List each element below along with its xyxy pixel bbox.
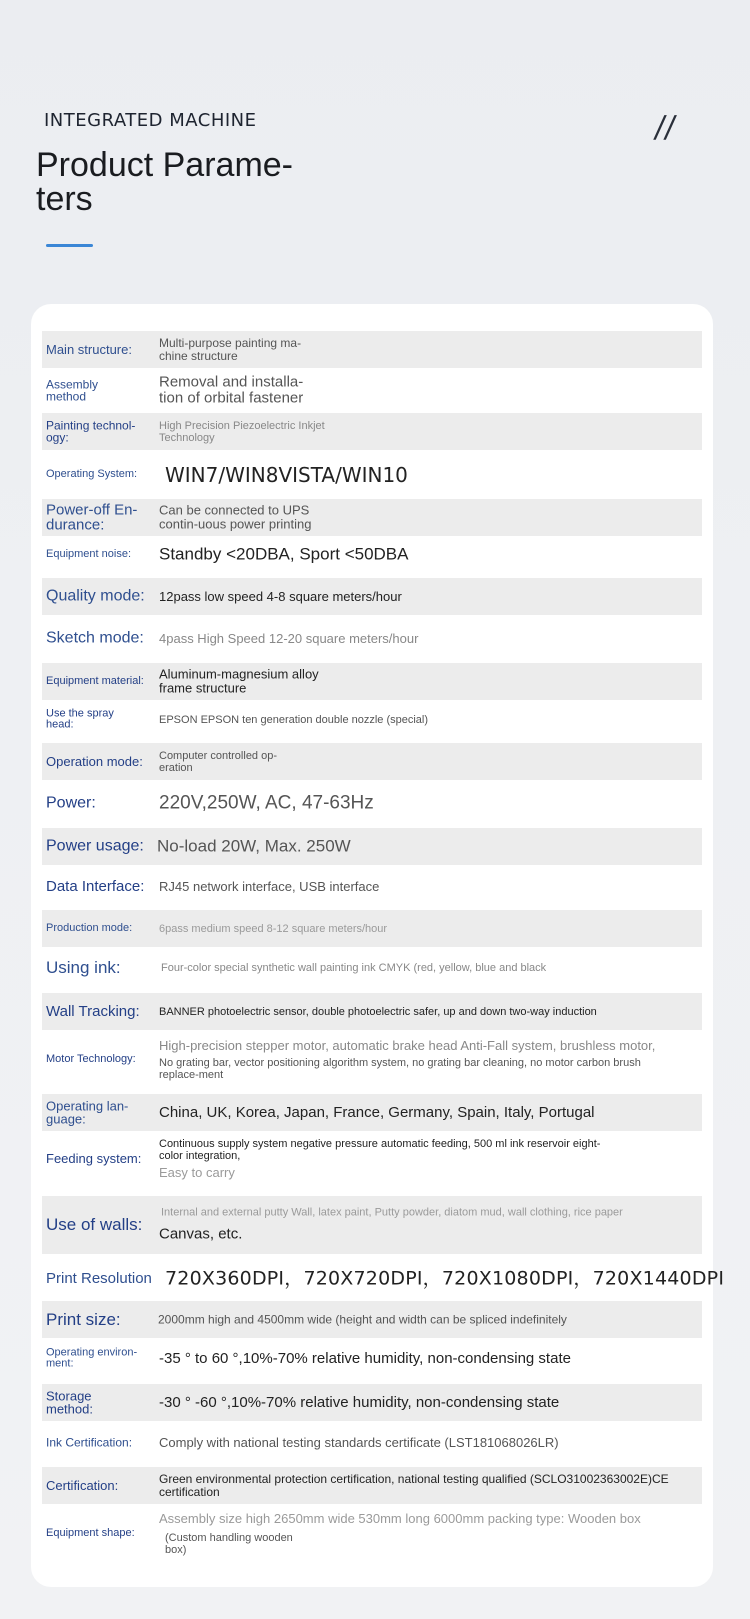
param-row-using-ink [42,949,702,986]
param-value: Comply with national testing standards certificate (LST181068026LR) [159,1434,559,1450]
param-value: China, UK, Korea, Japan, France, Germany, Spain, Italy, Portugal [159,1103,595,1121]
param-row-use-of-walls [42,1196,702,1254]
param-label: Storage method: [46,1387,93,1417]
param-label: Operating lan-guage: [46,1097,129,1127]
param-label: Production mode: [46,921,133,934]
param-value: Computer controlled op-eration [159,749,278,774]
slash-decoration: // [652,110,678,145]
param-row-operating-system [42,456,702,493]
param-label: Use the spray head: [46,706,114,731]
param-label: Use of walls: [46,1215,143,1235]
param-value-line: Internal and external putty Wall, latex paint, Putty powder, diatom mud, wall clothing, rice paper [161,1206,623,1219]
param-label: Data Interface: [46,877,145,895]
param-value [159,1039,679,1081]
param-label: Wall Tracking: [46,1002,140,1020]
param-row-assembly-method [42,372,702,409]
param-value: Can be connected to UPS contin-uous power printing [159,502,312,532]
param-row-print-size [42,1301,702,1338]
param-label: Feeding system: [46,1151,142,1167]
param-label: Equipment material: [46,674,144,687]
param-row-power-off-endurance [42,499,702,536]
param-label: Power-off En-durance: [46,500,138,534]
param-value [159,1138,609,1180]
param-row-operating-language [42,1094,702,1131]
param-label: Equipment shape: [46,1527,135,1540]
param-label: Ink Certification: [46,1435,133,1450]
param-value: No-load 20W, Max. 250W [157,836,351,856]
param-label: Painting technol-ogy: [46,417,136,445]
param-value [159,1512,702,1556]
param-value: Multi-purpose painting ma-chine structure [159,335,302,363]
param-row-sketch-mode [42,620,702,657]
param-label: Operation mode: [46,753,143,769]
param-value: EPSON EPSON ten generation double nozzle (special) [159,713,429,726]
param-row-quality-mode [42,578,702,615]
param-row-painting-technology [42,413,702,450]
param-value-line: Easy to carry [159,1164,235,1180]
param-value: Four-color special synthetic wall painting ink CMYK (red, yellow, blue and black [161,961,547,974]
param-row-power [42,785,702,822]
param-row-production-mode [42,910,702,947]
param-value [159,1207,702,1244]
param-label: Assembly method [46,376,99,404]
param-row-power-usage [42,828,702,865]
param-value: 12pass low speed 4-8 square meters/hour [159,588,402,604]
param-value: Aluminum-magnesium alloy frame structure [159,666,319,696]
param-value-line: High-precision stepper motor, automatic brake head Anti-Fall system, brushless motor, [159,1037,656,1053]
param-label: Quality mode: [46,587,145,605]
param-value: RJ45 network interface, USB interface [159,878,380,894]
param-label: Print Resolution [46,1269,152,1287]
param-value-line: Continuous supply system negative pressure automatic feeding, 500 ml ink reservoir eight-color integration, [159,1137,601,1162]
param-value-line: (Custom handling wooden box) [165,1532,293,1557]
param-value: 720X360DPI，720X720DPI，720X1080DPI，720X1440DPI [165,1267,725,1290]
param-label: Print size: [46,1309,121,1329]
param-value-line: Assembly size high 2650mm wide 530mm long 6000mm packing type: Wooden box [159,1510,641,1526]
param-label: Operating System: [46,467,138,480]
param-label: Main structure: [46,341,132,357]
param-value: 4pass High Speed 12-20 square meters/hour [159,630,419,646]
param-label: Equipment noise: [46,547,131,560]
param-row-data-interface [42,868,702,905]
page-title: Product Parame-ters [36,146,293,218]
title-accent-bar [46,244,93,247]
param-value: WIN7/WIN8VISTA/WIN10 [165,462,408,487]
param-row-operating-environment [42,1340,702,1377]
param-row-operation-mode [42,743,702,780]
param-label: Certification: [46,1477,119,1493]
param-label: Power usage: [46,837,144,855]
param-value: -30 ° -60 °,10%-70% relative humidity, non-condensing state [159,1393,560,1411]
param-value-line: Canvas, etc. [159,1225,243,1243]
eyebrow-title: INTEGRATED MACHINE [44,110,257,131]
param-value: Standby <20DBA, Sport <50DBA [159,544,409,564]
param-value: Green environmental protection certification, national testing qualified (SCLO31002363002E)CE certification [159,1471,669,1499]
param-value: 220V,250W, AC, 47-63Hz [159,792,374,814]
param-value: Removal and installa-tion of orbital fastener [159,373,304,407]
param-row-wall-tracking [42,993,702,1030]
param-row-main-structure [42,331,702,368]
param-row-spray-head [42,701,702,738]
param-row-equipment-shape [42,1508,702,1560]
param-value: 6pass medium speed 8-12 square meters/hour [159,922,388,935]
param-label: Power: [46,794,96,812]
param-label: Motor Technology: [46,1053,136,1066]
param-value: High Precision Piezoelectric Inkjet Technology [159,419,325,444]
param-label: Using ink: [46,957,121,977]
param-row-certification [42,1467,702,1504]
param-row-ink-certification [42,1424,702,1461]
param-value: BANNER photoelectric sensor, double photoelectric safer, up and down two-way induction [159,1005,597,1018]
param-row-equipment-noise [42,536,702,573]
param-value-line: No grating bar, vector positioning algorithm system, no grating bar cleaning, no motor carbon brush replace-ment [159,1057,641,1082]
param-row-feeding-system [42,1133,702,1185]
param-value: -35 ° to 60 °,10%-70% relative humidity, non-condensing state [159,1349,571,1367]
param-value: 2000mm high and 4500mm wide (height and width can be spliced indefinitely [158,1311,567,1326]
param-row-print-resolution [42,1260,725,1297]
param-row-equipment-material [42,663,702,700]
param-label: Operating environ-ment: [46,1345,138,1370]
param-label: Sketch mode: [46,629,144,647]
param-row-motor-technology [42,1034,702,1086]
param-row-storage-method [42,1384,702,1421]
